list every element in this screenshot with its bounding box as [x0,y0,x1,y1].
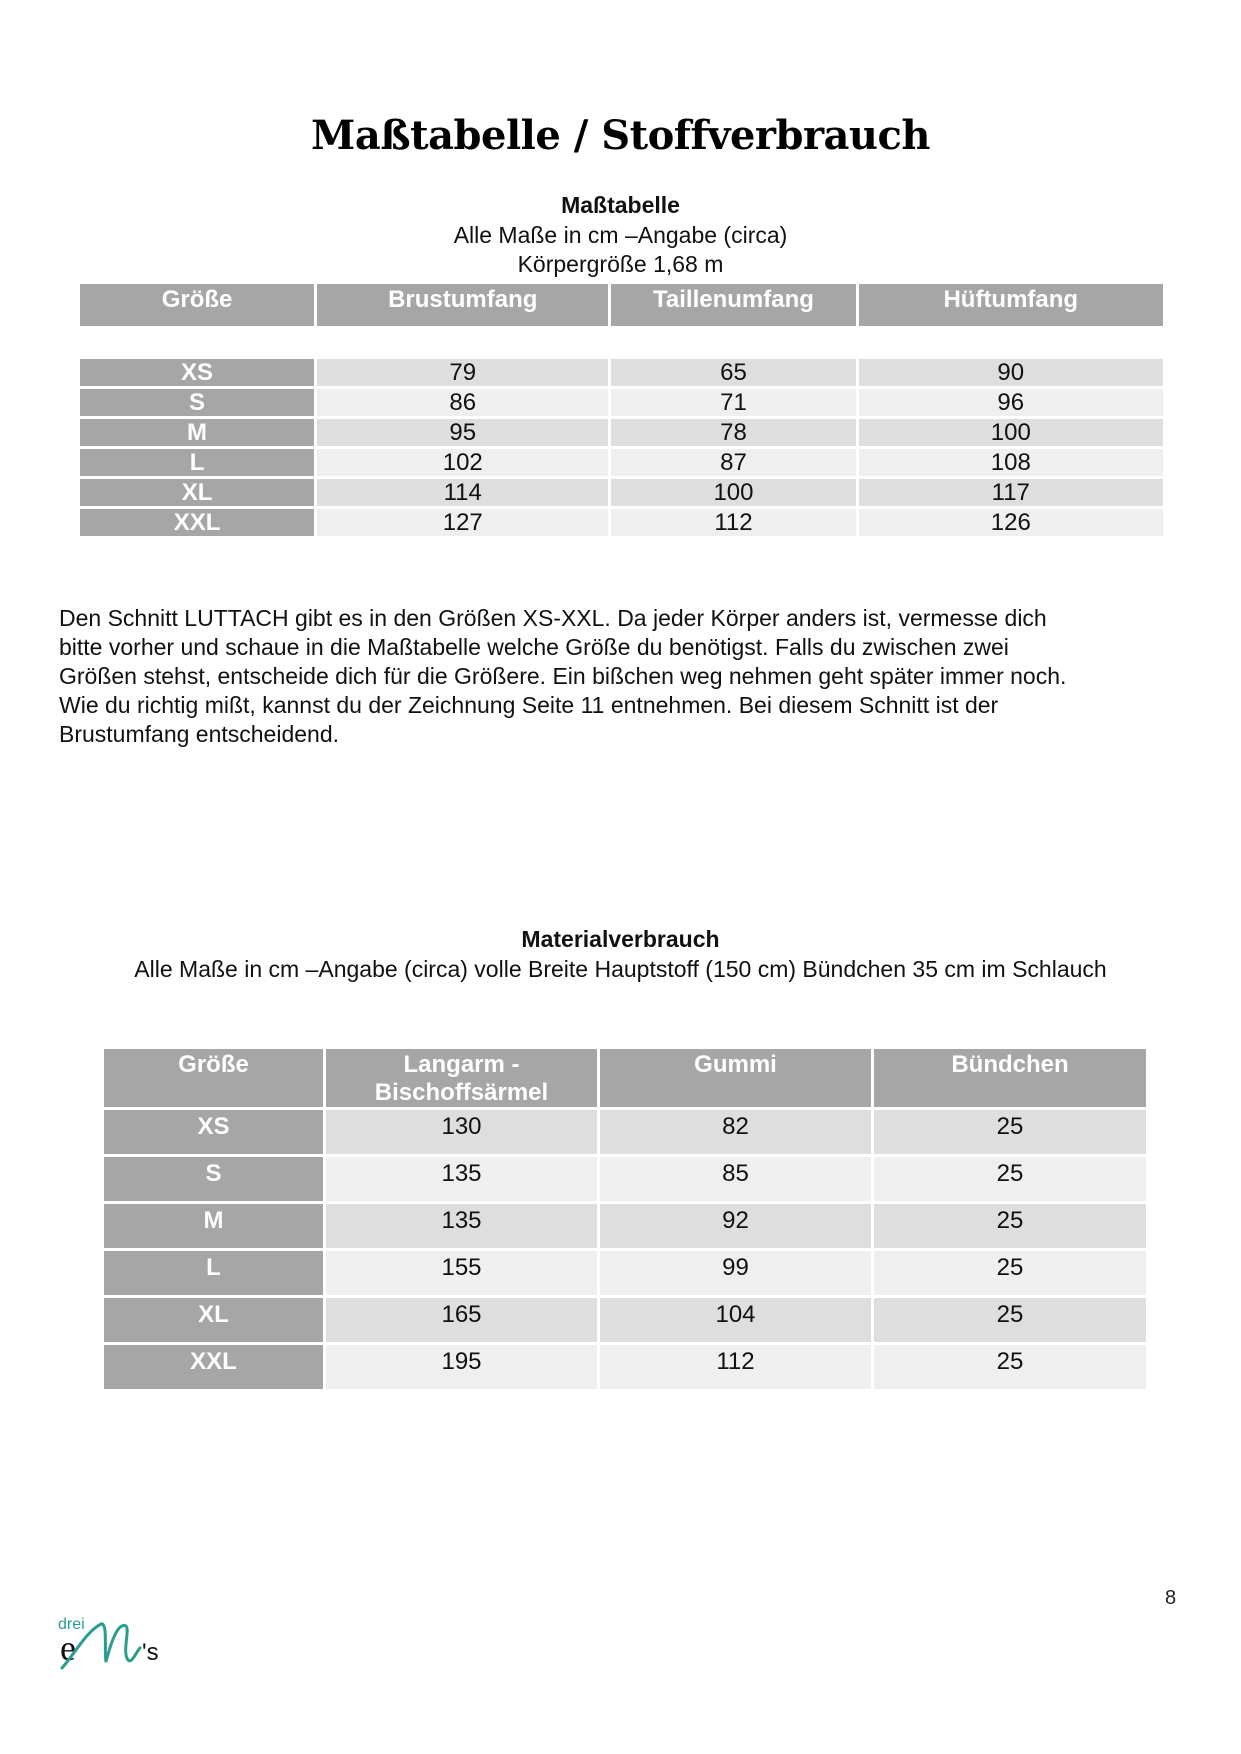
waist-value: 71 [611,389,855,416]
longsleeve-value: 195 [326,1345,597,1389]
hip-value: 108 [859,449,1163,476]
material-table-header-row [104,1049,1146,1107]
size-table [77,281,1166,539]
size-label: S [80,389,314,416]
cuff-value: 25 [874,1345,1146,1389]
elastic-value: 82 [600,1110,871,1154]
waist-value: 100 [611,479,855,506]
size-table-subheading: Alle Maße in cm –Angabe (circa) [453,222,788,248]
longsleeve-value: 135 [326,1157,597,1201]
logo-text-drei: drei [58,1616,85,1633]
header-longsleeve: Langarm - Bischoffsärmel [326,1049,597,1107]
table-row [80,389,1163,416]
table-row [104,1110,1146,1154]
waist-value: 65 [611,359,855,386]
bust-value: 86 [317,389,608,416]
material-table-subheading: Alle Maße in cm –Angabe (circa) volle Breite Hauptstoff (150 cm) Bündchen 35 cm im Schlauch [134,956,1107,982]
brand-logo [56,1612,166,1676]
bust-value: 127 [317,509,608,536]
size-table-header-row [80,284,1163,326]
elastic-value: 112 [600,1345,871,1389]
bust-value: 79 [317,359,608,386]
body-height-note: Körpergröße 1,68 m [517,251,724,277]
material-table-heading: Materialverbrauch [521,926,720,952]
size-table-heading: Maßtabelle [561,192,680,218]
header-size: Größe [104,1049,323,1107]
waist-value: 78 [611,419,855,446]
size-label: M [104,1204,323,1248]
hip-value: 96 [859,389,1163,416]
page-number: 8 [1165,1587,1177,1609]
description-line: Den Schnitt LUTTACH gibt es in den Größen XS-XXL. Da jeder Körper anders ist, vermesse dich [59,605,1047,631]
description-line: Größen stehst, entscheide dich für die Größere. Ein bißchen weg nehmen geht später immer noch. [59,663,1067,689]
size-label: L [80,449,314,476]
table-row [80,419,1163,446]
size-label: XS [80,359,314,386]
size-label: M [80,419,314,446]
table-row [104,1157,1146,1201]
table-row [80,449,1163,476]
bust-value: 114 [317,479,608,506]
cuff-value: 25 [874,1298,1146,1342]
waist-value: 87 [611,449,855,476]
description-line: Wie du richtig mißt, kannst du der Zeichnung Seite 11 entnehmen. Bei diesem Schnitt ist der [59,692,999,718]
elastic-value: 104 [600,1298,871,1342]
header-elastic: Gummi [600,1049,871,1107]
logo-text-e: e [60,1628,76,1668]
size-label: XS [104,1110,323,1154]
description-line: bitte vorher und schaue in die Maßtabelle welche Größe du benötigst. Falls du zwischen zwei [59,634,1009,660]
elastic-value: 85 [600,1157,871,1201]
table-row [104,1204,1146,1248]
page-title: Maßtabelle / Stoffverbrauch [311,112,930,159]
cuff-value: 25 [874,1251,1146,1295]
table-row [104,1298,1146,1342]
table-row [80,359,1163,386]
table-row [104,1345,1146,1389]
header-cuff: Bündchen [874,1049,1146,1107]
bust-value: 102 [317,449,608,476]
longsleeve-value: 155 [326,1251,597,1295]
description-paragraph [59,604,1199,749]
size-label: XL [80,479,314,506]
logo-text-s: 's [142,1639,159,1666]
table-row [80,479,1163,506]
hip-value: 100 [859,419,1163,446]
hip-value: 90 [859,359,1163,386]
longsleeve-value: 135 [326,1204,597,1248]
cuff-value: 25 [874,1204,1146,1248]
hip-value: 126 [859,509,1163,536]
header-hip: Hüftumfang [859,284,1163,326]
header-bust: Brustumfang [317,284,608,326]
description-line: Brustumfang entscheidend. [59,721,340,747]
size-label: XXL [80,509,314,536]
size-label: XL [104,1298,323,1342]
hip-value: 117 [859,479,1163,506]
longsleeve-value: 165 [326,1298,597,1342]
longsleeve-value: 130 [326,1110,597,1154]
size-label: S [104,1157,323,1201]
waist-value: 112 [611,509,855,536]
elastic-value: 99 [600,1251,871,1295]
cuff-value: 25 [874,1110,1146,1154]
material-table [101,1046,1149,1392]
bust-value: 95 [317,419,608,446]
header-waist: Taillenumfang [611,284,855,326]
table-row [80,509,1163,536]
size-label: XXL [104,1345,323,1389]
table-row [104,1251,1146,1295]
cuff-value: 25 [874,1157,1146,1201]
header-size: Größe [80,284,314,326]
size-label: L [104,1251,323,1295]
elastic-value: 92 [600,1204,871,1248]
